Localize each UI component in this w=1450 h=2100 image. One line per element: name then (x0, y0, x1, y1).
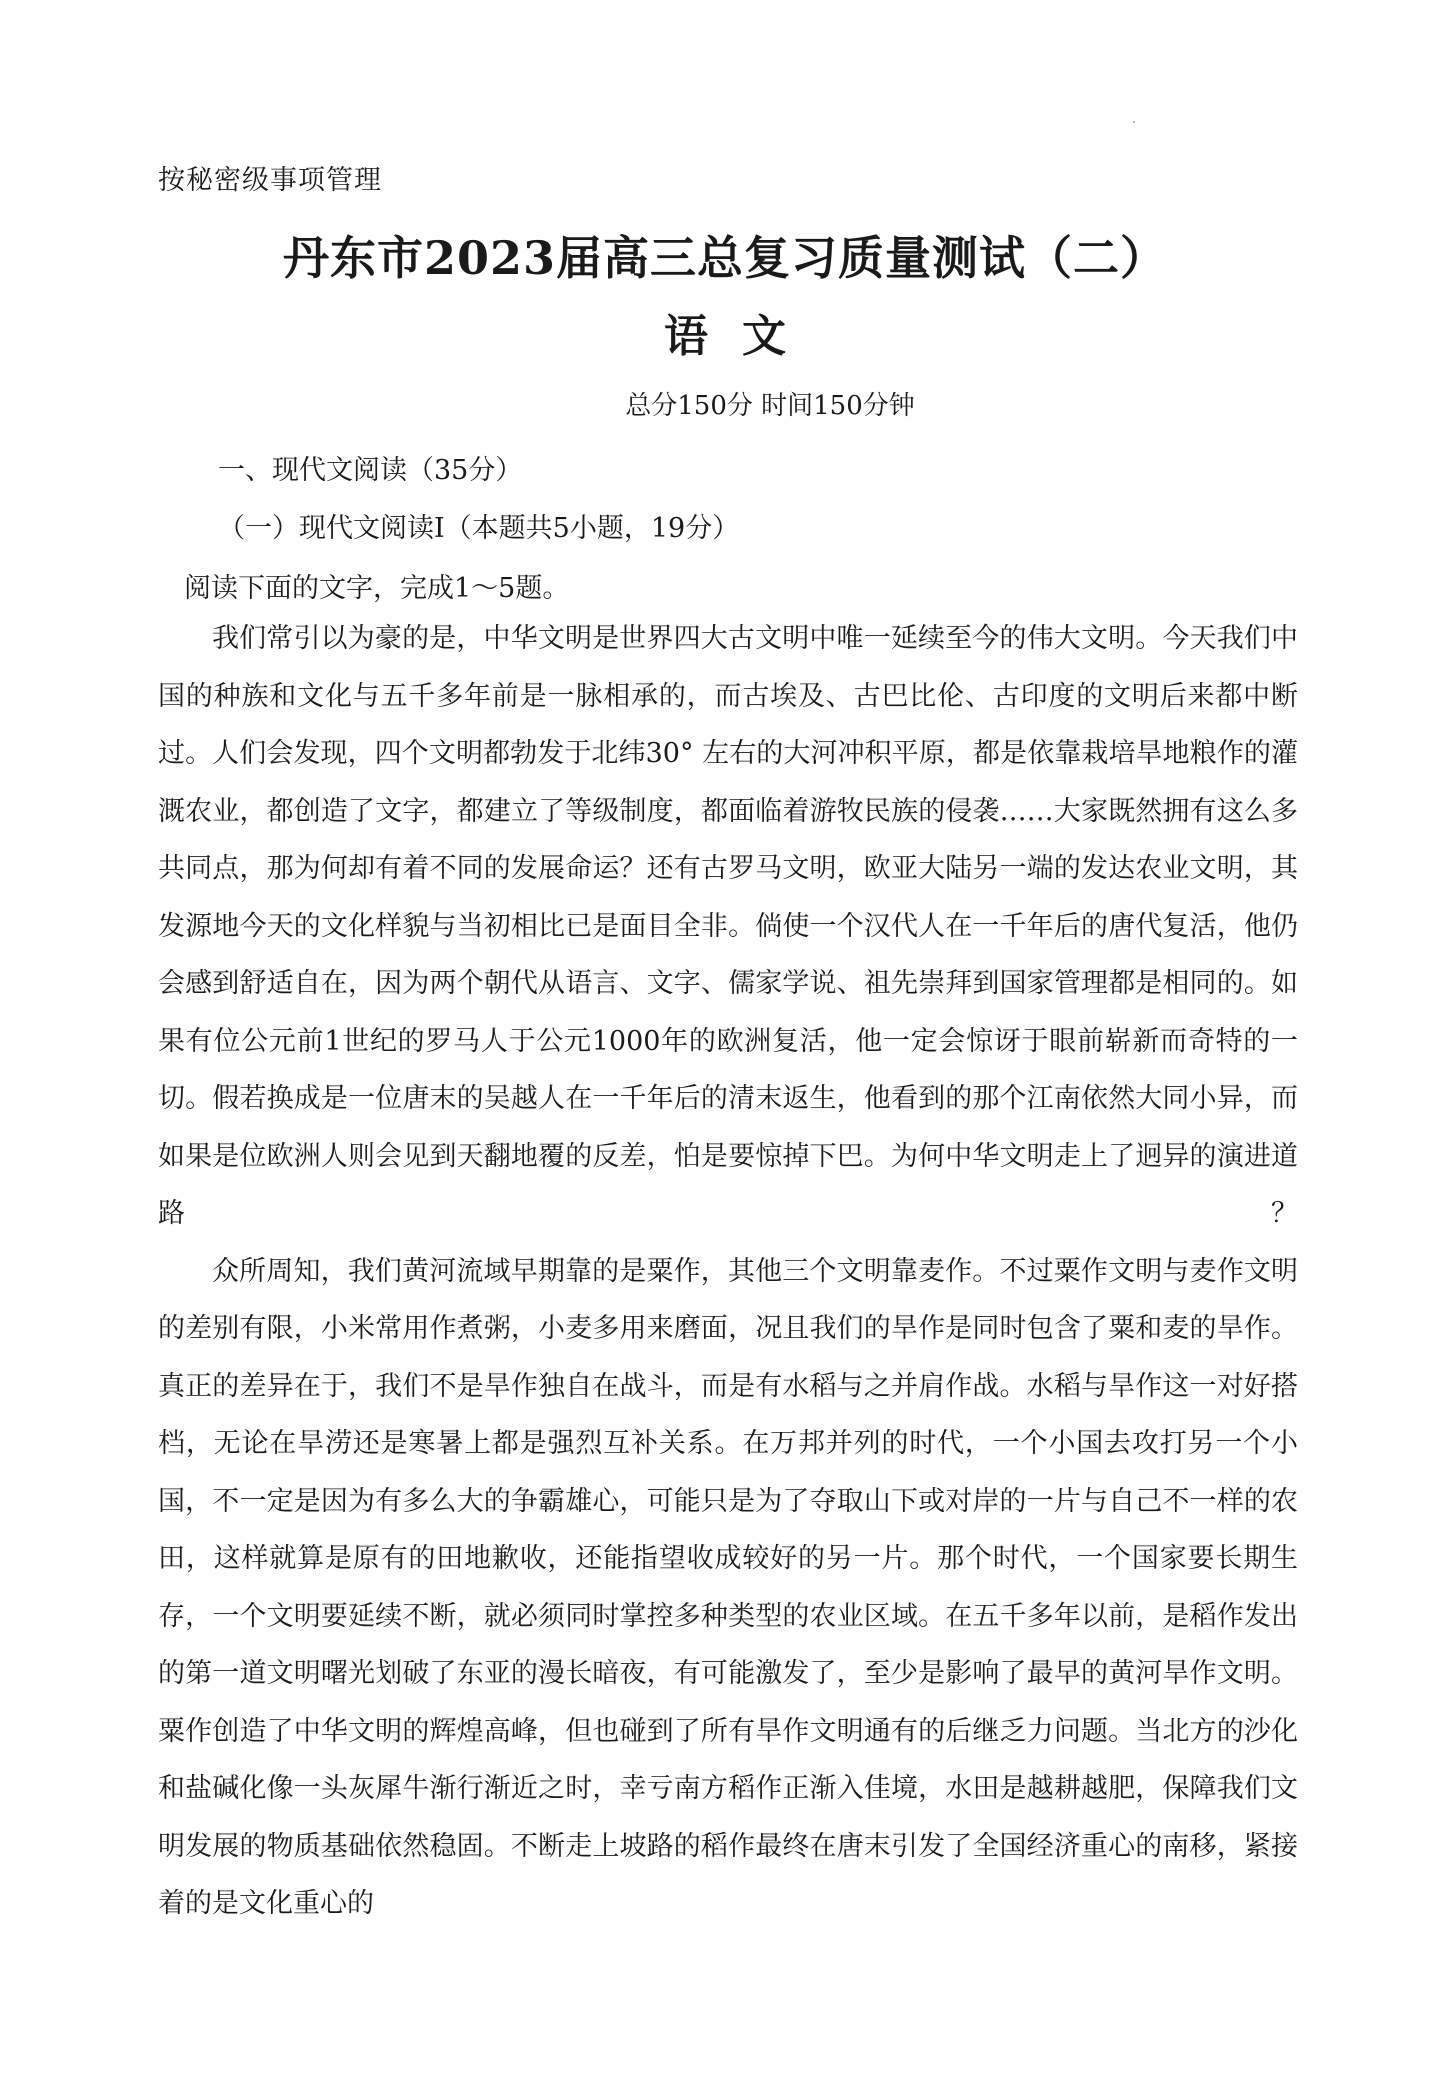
subsection-heading: （一）现代文阅读I（本题共5小题，19分） (218, 513, 740, 544)
passage-paragraph-1: 我们常引以为豪的是，中华文明是世界四大古文明中唯一延续至今的伟大文明。今天我们中国的种族和文化与五千多年前是一脉相承的，而古埃及、古巴比伦、古印度的文明后来都中断过。人们会发现，四个文明都勃发于北纬30° 左右的大河冲积平原，都是依靠栽培旱地粮作的灌溉农业，都创造了文字，都建立了等级制度，都面临着游牧民族的侵袭……大家既然拥有这么多共同点，那为何却有着不同的发展命运？还有古罗马文明，欧亚大陆另一端的发达农业文明，其发源地今天的文化样貌与当初相比已是面目全非。倘使一个汉代人在一千年后的唐代复活，他仍会感到舒适自在，因为两个朝代从语言、文字、儒家学说、祖先崇拜到国家管理都是相同的。如果有位公元前1世纪的罗马人于公元1000年的欧洲复活，他一定会惊讶于眼前崭新而奇特的一切。假若换成是一位唐末的吴越人在一千年后的清末返生，他看到的那个江南依然大同小异，而如果是位欧洲人则会见到天翻地覆的反差，怕是要惊掉下巴。为何中华文明走上了迥异的演进道路？ (158, 623, 1298, 1229)
passage-paragraph-2: 众所周知，我们黄河流域早期靠的是粟作，其他三个文明靠麦作。不过粟作文明与麦作文明的差别有限，小米常用作煮粥，小麦多用来磨面，况且我们的旱作是同时包含了粟和麦的旱作。真正的差异在于，我们不是旱作独自在战斗，而是有水稻与之并肩作战。水稻与旱作这一对好搭档，无论在旱涝还是寒暑上都是强烈互补关系。在万邦并列的时代，一个小国去攻打另一个小国，不一定是因为有多么大的争霸雄心，可能只是为了夺取山下或对岸的一片与自己不一样的农田，这样就算是原有的田地歉收，还能指望收成较好的另一片。那个时代，一个国家要长期生存，一个文明要延续不断，就必须同时掌控多种类型的农业区域。在五千多年以前，是稻作发出的第一道文明曙光划破了东亚的漫长暗夜，有可能激发了，至少是影响了最早的黄河旱作文明。粟作创造了中华文明的辉煌高峰，但也碰到了所有旱作文明通有的后继乏力问题。当北方的沙化和盐碱化像一头灰犀牛渐行渐近之时，幸亏南方稻作正渐入佳境，水田是越耕越肥，保障我们文明发展的物质基础依然稳固。不断走上坡路的稻作最终在唐末引发了全国经济重心的南移，紧接着的是文化重心的 (158, 1255, 1298, 1919)
section-heading: 一、现代文阅读（35分） (218, 455, 523, 486)
exam-title: 丹东市2023届高三总复习质量测试（二） (282, 231, 1168, 285)
reading-instruction: 阅读下面的文字，完成1～5题。 (184, 573, 570, 604)
reading-passage (158, 610, 1298, 1933)
scan-speck (1133, 121, 1135, 123)
subject-title: 语文 (664, 311, 820, 362)
classification-label: 按秘密级事项管理 (158, 165, 382, 196)
exam-info: 总分150分 时间150分钟 (625, 391, 915, 421)
